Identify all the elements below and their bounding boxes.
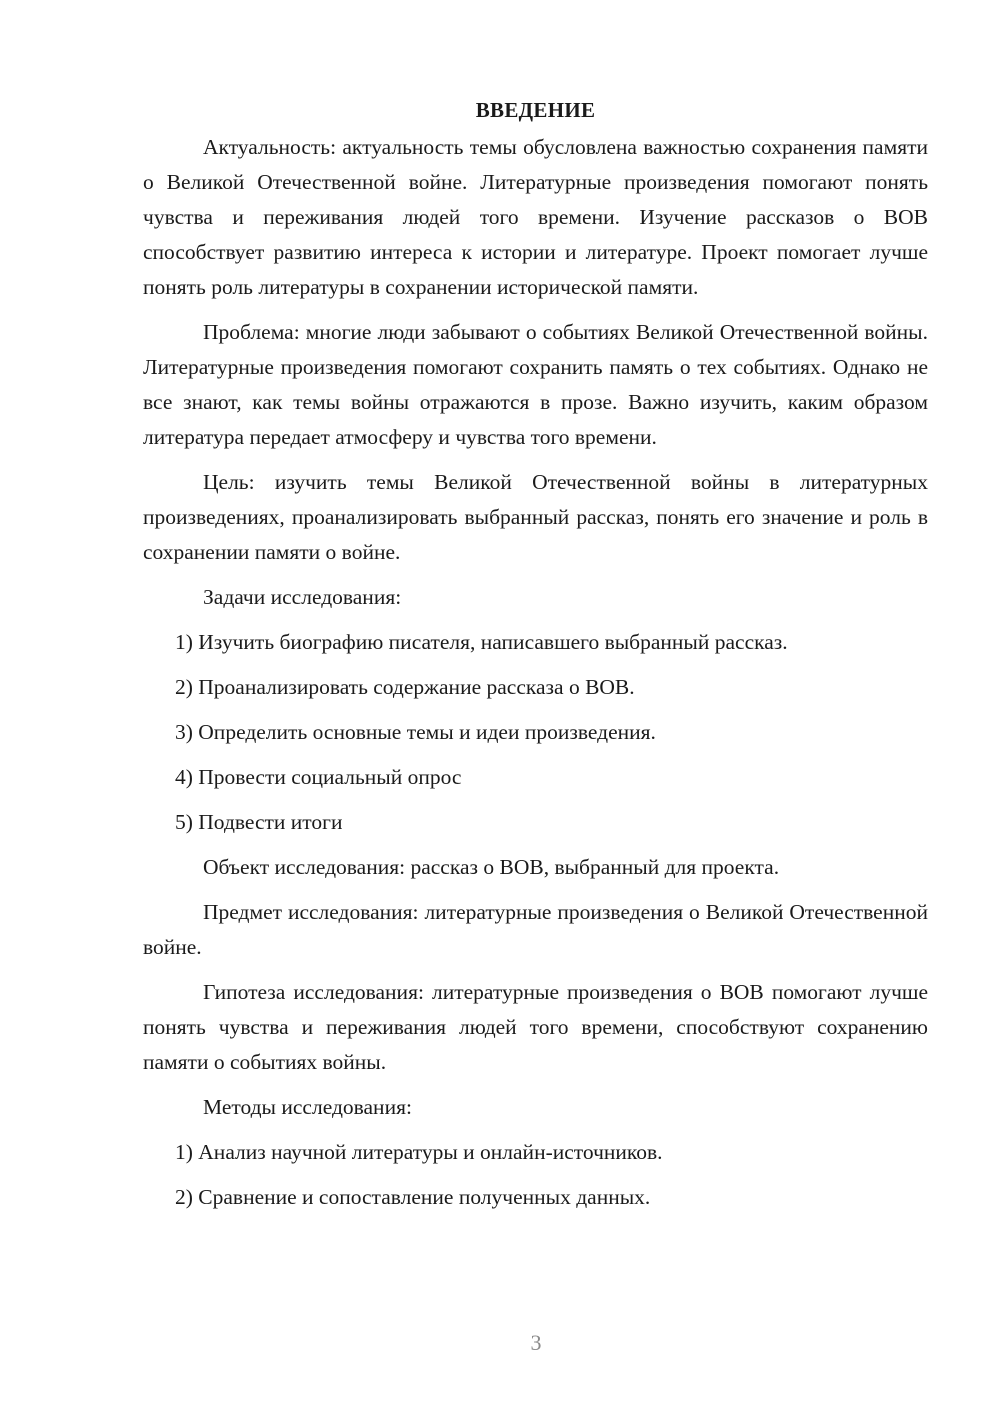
relevance-paragraph: Актуальность: актуальность темы обусловлена важностью сохранения памяти о Великой Отечественной войне. Литературные произведения помогают понять чувства и переживания людей того времени. Изучение рассказов о ВОВ способствует развитию интереса к истории и литературе. Проект помогает лучше понять роль литературы в сохранении исторической памяти. xyxy=(143,135,928,299)
list-item: 1) Изучить биографию писателя, написавшего выбранный рассказ. xyxy=(175,630,788,654)
list-item: 2) Сравнение и сопоставление полученных данных. xyxy=(175,1185,651,1209)
list-item: 5) Подвести итоги xyxy=(175,810,343,834)
tasks-heading: Задачи исследования: xyxy=(203,585,402,609)
page-content xyxy=(143,92,928,1225)
list-item: 3) Определить основные темы и идеи произведения. xyxy=(175,720,656,744)
hypothesis-paragraph: Гипотеза исследования: литературные произведения о ВОВ помогают лучше понять чувства и переживания людей того времени, способствуют сохранению памяти о событиях войны. xyxy=(143,980,928,1074)
page-number: 3 xyxy=(530,1330,542,1355)
methods-heading: Методы исследования: xyxy=(203,1095,412,1119)
object-paragraph: Объект исследования: рассказ о ВОВ, выбранный для проекта. xyxy=(203,855,780,879)
problem-paragraph: Проблема: многие люди забывают о событиях Великой Отечественной войны. Литературные произведения помогают сохранить память о тех событиях. Однако не все знают, как темы войны отражаются в прозе. Важно изучить, каким образом литература передает атмосферу и чувства того времени. xyxy=(143,320,928,449)
methods-list xyxy=(143,1135,928,1215)
list-item: 2) Проанализировать содержание рассказа о ВОВ. xyxy=(175,675,635,699)
goal-paragraph: Цель: изучить темы Великой Отечественной войны в литературных произведениях, проанализировать выбранный рассказ, понять его значение и роль в сохранении памяти о войне. xyxy=(143,470,928,564)
list-item: 1) Анализ научной литературы и онлайн-источников. xyxy=(175,1140,663,1164)
list-item: 4) Провести социальный опрос xyxy=(175,765,462,789)
page-title: ВВЕДЕНИЕ xyxy=(475,98,596,122)
subject-paragraph: Предмет исследования: литературные произведения о Великой Отечественной войне. xyxy=(143,900,928,959)
tasks-list xyxy=(143,625,928,840)
